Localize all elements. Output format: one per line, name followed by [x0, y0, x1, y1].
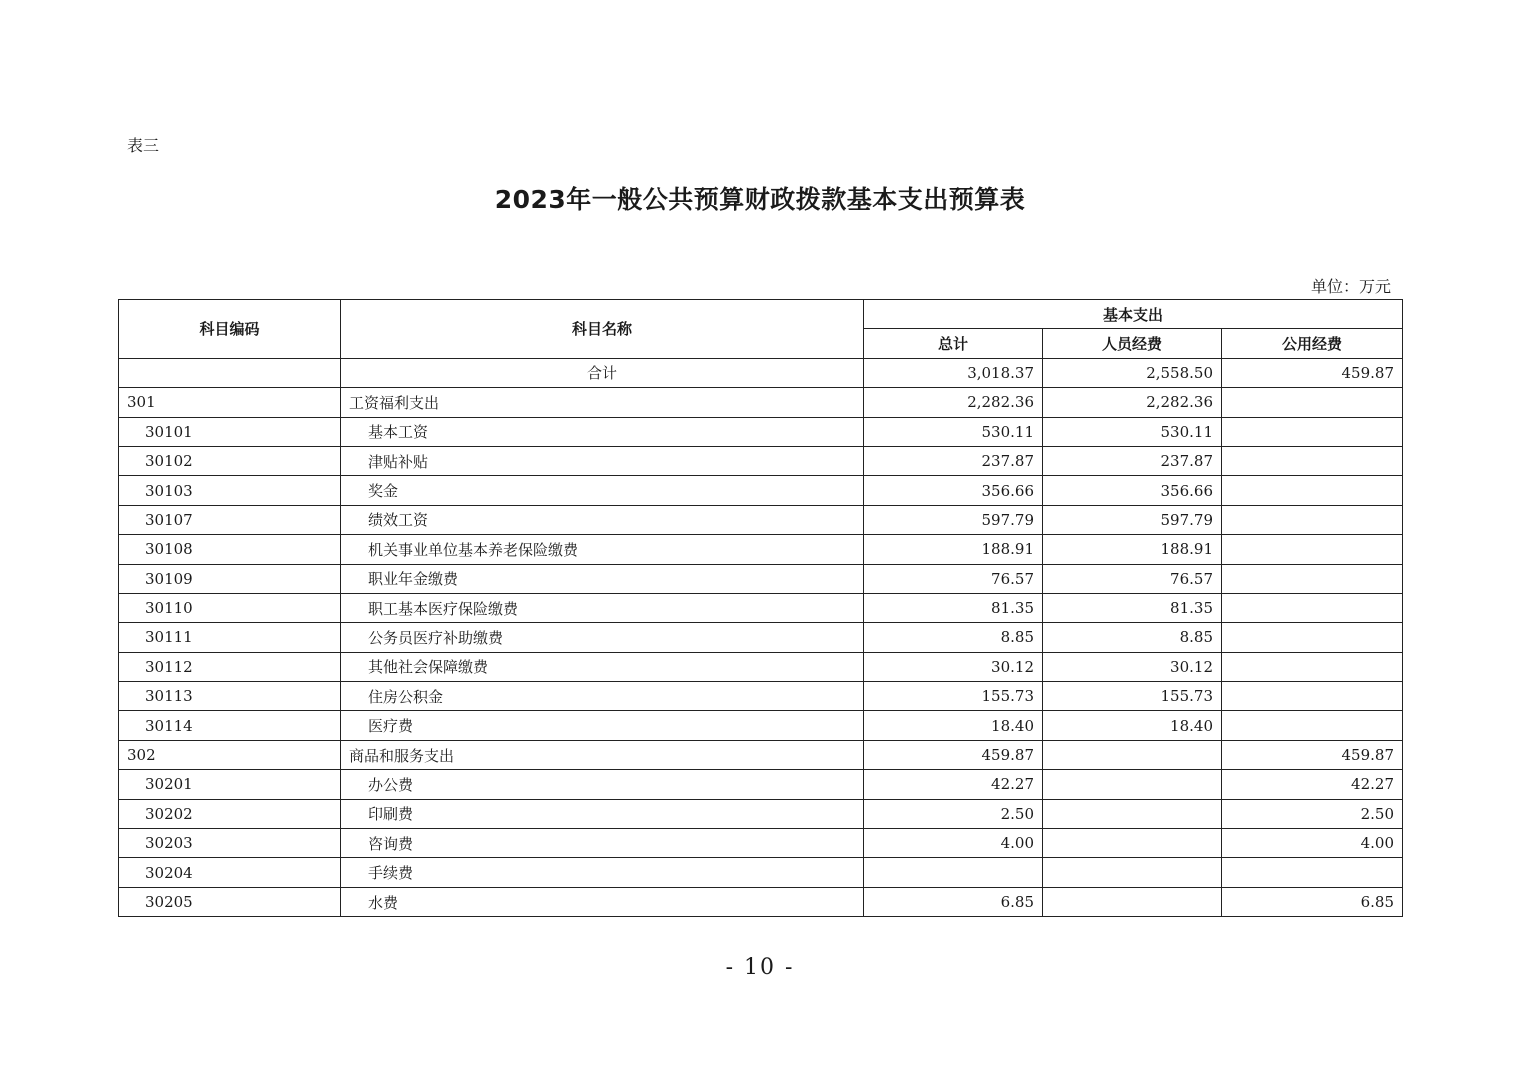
personnel-cell: [1043, 829, 1222, 858]
code-cell: 30102: [119, 446, 341, 475]
personnel-cell: 597.79: [1043, 505, 1222, 534]
personnel-cell: [1043, 887, 1222, 916]
table-row: [119, 446, 1403, 475]
public-cell: [1222, 682, 1403, 711]
public-cell: [1222, 858, 1403, 887]
code-cell: 302: [119, 740, 341, 769]
name-cell: 商品和服务支出: [341, 740, 864, 769]
header-personnel: 人员经费: [1043, 329, 1222, 358]
personnel-cell: 237.87: [1043, 446, 1222, 475]
code-cell: 30204: [119, 858, 341, 887]
code-cell: 30114: [119, 711, 341, 740]
name-cell: 基本工资: [341, 417, 864, 446]
public-cell: [1222, 417, 1403, 446]
header-public: 公用经费: [1222, 329, 1403, 358]
document-title: 2023年一般公共预算财政拨款基本支出预算表: [494, 185, 1026, 214]
total-cell: 30.12: [864, 652, 1043, 681]
table-row: [119, 858, 1403, 887]
table-row: [119, 505, 1403, 534]
public-cell: 42.27: [1222, 770, 1403, 799]
name-cell: 职工基本医疗保险缴费: [341, 593, 864, 622]
code-cell: 30202: [119, 799, 341, 828]
header-code: 科目编码: [119, 300, 341, 359]
table-row: [119, 417, 1403, 446]
code-cell: 30113: [119, 682, 341, 711]
total-cell: 8.85: [864, 623, 1043, 652]
name-cell: 咨询费: [341, 829, 864, 858]
public-cell: [1222, 564, 1403, 593]
personnel-cell: [1043, 799, 1222, 828]
name-cell: 水费: [341, 887, 864, 916]
public-cell: 459.87: [1222, 740, 1403, 769]
table-row: [119, 682, 1403, 711]
header-total: 总计: [864, 329, 1043, 358]
total-cell: 2,282.36: [864, 388, 1043, 417]
personnel-cell: 30.12: [1043, 652, 1222, 681]
header-name: 科目名称: [341, 300, 864, 359]
table-label: 表三: [127, 136, 160, 155]
name-cell: 工资福利支出: [341, 388, 864, 417]
total-cell: 81.35: [864, 593, 1043, 622]
table-row: [119, 593, 1403, 622]
personnel-cell: 76.57: [1043, 564, 1222, 593]
personnel-cell: [1043, 740, 1222, 769]
name-cell: 职业年金缴费: [341, 564, 864, 593]
unit-label: 单位：万元: [1310, 277, 1391, 296]
total-cell: 155.73: [864, 682, 1043, 711]
personnel-cell: 356.66: [1043, 476, 1222, 505]
personnel-cell: 81.35: [1043, 593, 1222, 622]
total-cell: 237.87: [864, 446, 1043, 475]
table-row: [119, 740, 1403, 769]
name-cell: 印刷费: [341, 799, 864, 828]
total-cell: 42.27: [864, 770, 1043, 799]
page-number: - 10 -: [725, 955, 795, 980]
code-cell: 30109: [119, 564, 341, 593]
table-row: [119, 535, 1403, 564]
total-cell: 188.91: [864, 535, 1043, 564]
personnel-cell: 8.85: [1043, 623, 1222, 652]
table-row: [119, 799, 1403, 828]
code-cell: 30107: [119, 505, 341, 534]
public-cell: [1222, 446, 1403, 475]
public-cell: [1222, 711, 1403, 740]
total-total-cell: 3,018.37: [864, 358, 1043, 387]
total-cell: 4.00: [864, 829, 1043, 858]
total-cell: 356.66: [864, 476, 1043, 505]
name-cell: 奖金: [341, 476, 864, 505]
table-row: [119, 829, 1403, 858]
name-cell: 办公费: [341, 770, 864, 799]
personnel-cell: 155.73: [1043, 682, 1222, 711]
public-cell: [1222, 535, 1403, 564]
code-cell: 30205: [119, 887, 341, 916]
public-cell: 6.85: [1222, 887, 1403, 916]
total-cell: 76.57: [864, 564, 1043, 593]
header-basic-expenditure: 基本支出: [864, 300, 1403, 329]
personnel-cell: [1043, 858, 1222, 887]
name-cell: 津贴补贴: [341, 446, 864, 475]
total-cell: 459.87: [864, 740, 1043, 769]
code-cell: 30203: [119, 829, 341, 858]
total-name-cell: 合计: [341, 358, 864, 387]
total-public-cell: 459.87: [1222, 358, 1403, 387]
table-row: [119, 564, 1403, 593]
table-row: [119, 388, 1403, 417]
public-cell: [1222, 476, 1403, 505]
table-row: [119, 476, 1403, 505]
code-cell: 30108: [119, 535, 341, 564]
total-cell: 530.11: [864, 417, 1043, 446]
budget-table: [118, 299, 1403, 917]
personnel-cell: [1043, 770, 1222, 799]
name-cell: 手续费: [341, 858, 864, 887]
table-row: [119, 887, 1403, 916]
public-cell: 4.00: [1222, 829, 1403, 858]
total-row: [119, 358, 1403, 387]
code-cell: 30101: [119, 417, 341, 446]
table-row: [119, 623, 1403, 652]
personnel-cell: 18.40: [1043, 711, 1222, 740]
total-cell: 18.40: [864, 711, 1043, 740]
total-cell: 2.50: [864, 799, 1043, 828]
public-cell: [1222, 593, 1403, 622]
public-cell: [1222, 388, 1403, 417]
name-cell: 机关事业单位基本养老保险缴费: [341, 535, 864, 564]
total-cell: [864, 858, 1043, 887]
public-cell: [1222, 505, 1403, 534]
total-cell: 597.79: [864, 505, 1043, 534]
personnel-cell: 530.11: [1043, 417, 1222, 446]
name-cell: 住房公积金: [341, 682, 864, 711]
header-row-1: [119, 300, 1403, 329]
table-row: [119, 770, 1403, 799]
personnel-cell: 2,282.36: [1043, 388, 1222, 417]
name-cell: 医疗费: [341, 711, 864, 740]
public-cell: [1222, 652, 1403, 681]
total-code-cell: [119, 358, 341, 387]
public-cell: 2.50: [1222, 799, 1403, 828]
name-cell: 公务员医疗补助缴费: [341, 623, 864, 652]
name-cell: 绩效工资: [341, 505, 864, 534]
code-cell: 30103: [119, 476, 341, 505]
code-cell: 30112: [119, 652, 341, 681]
code-cell: 30111: [119, 623, 341, 652]
table-row: [119, 652, 1403, 681]
total-personnel-cell: 2,558.50: [1043, 358, 1222, 387]
public-cell: [1222, 623, 1403, 652]
code-cell: 30110: [119, 593, 341, 622]
name-cell: 其他社会保障缴费: [341, 652, 864, 681]
personnel-cell: 188.91: [1043, 535, 1222, 564]
code-cell: 30201: [119, 770, 341, 799]
code-cell: 301: [119, 388, 341, 417]
table-row: [119, 711, 1403, 740]
total-cell: 6.85: [864, 887, 1043, 916]
